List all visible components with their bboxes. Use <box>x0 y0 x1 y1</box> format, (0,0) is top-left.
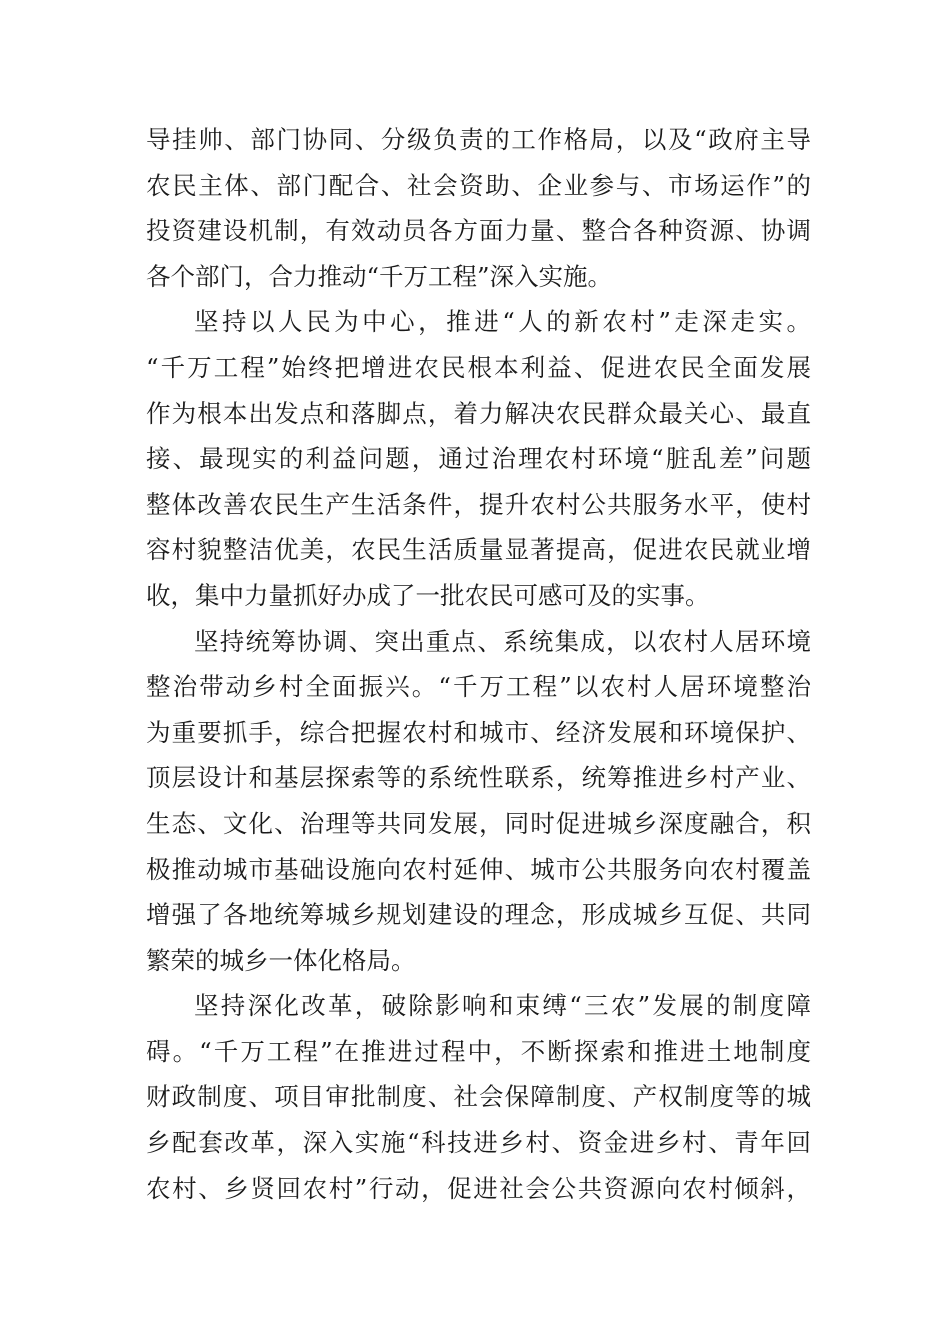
paragraph-4-line: 农村、乡贤回农村”行动，促进社会公共资源向农村倾斜， <box>146 1173 811 1203</box>
paragraph-1-line: 导挂帅、部门协同、分级负责的工作格局，以及“政府主导 <box>146 125 811 154</box>
paragraph-3-line: 顶层设计和基层探索等的系统性联系，统筹推进乡村产业、 <box>146 763 811 793</box>
paragraph-2-line: 容村貌整洁优美，农民生活质量显著提高，促进农民就业增 <box>146 535 811 565</box>
paragraph-4-line: 碍。“千万工程”在推进过程中，不断探索和推进土地制度 <box>146 1036 811 1066</box>
paragraph-4-line: 财政制度、项目审批制度、社会保障制度、产权制度等的城 <box>146 1082 811 1112</box>
paragraph-2-line: 收，集中力量抓好办成了一批农民可感可及的实事。 <box>146 580 710 610</box>
paragraph-3-line: 增强了各地统筹城乡规划建设的理念，形成城乡互促、共同 <box>146 900 811 930</box>
paragraph-3-line: 极推动城市基础设施向农村延伸、城市公共服务向农村覆盖 <box>146 854 811 884</box>
paragraph-1-line: 农民主体、部门配合、社会资助、企业参与、市场运作”的 <box>146 170 811 200</box>
paragraph-3-line: 整治带动乡村全面振兴。“千万工程”以农村人居环境整治 <box>146 672 811 702</box>
paragraph-4-line: 坚持深化改革，破除影响和束缚“三农”发展的制度障 <box>194 991 811 1021</box>
paragraph-1-line: 投资建设机制，有效动员各方面力量、整合各种资源、协调 <box>146 216 811 246</box>
paragraph-2-line: 整体改善农民生产生活条件，提升农村公共服务水平，使村 <box>146 489 811 519</box>
document-body <box>146 117 811 1211</box>
paragraph-3-line: 坚持统筹协调、突出重点、系统集成，以农村人居环境 <box>194 626 811 656</box>
paragraph-3-line: 繁荣的城乡一体化格局。 <box>146 945 416 975</box>
paragraph-2-line: “千万工程”始终把增进农民根本利益、促进农民全面发展 <box>146 352 811 382</box>
paragraph-2-line: 坚持以人民为中心，推进“人的新农村”走深走实。 <box>194 307 811 337</box>
paragraph-4-line: 乡配套改革，深入实施“科技进乡村、资金进乡村、青年回 <box>146 1128 811 1158</box>
paragraph-1-line: 各个部门，合力推动“千万工程”深入实施。 <box>146 261 613 291</box>
paragraph-2-line: 作为根本出发点和落脚点，着力解决农民群众最关心、最直 <box>146 398 811 428</box>
paragraph-3-line: 为重要抓手，综合把握农村和城市、经济发展和环境保护、 <box>146 717 811 747</box>
paragraph-3-line: 生态、文化、治理等共同发展，同时促进城乡深度融合，积 <box>146 808 811 838</box>
paragraph-2-line: 接、最现实的利益问题，通过治理农村环境“脏乱差”问题 <box>146 444 811 474</box>
